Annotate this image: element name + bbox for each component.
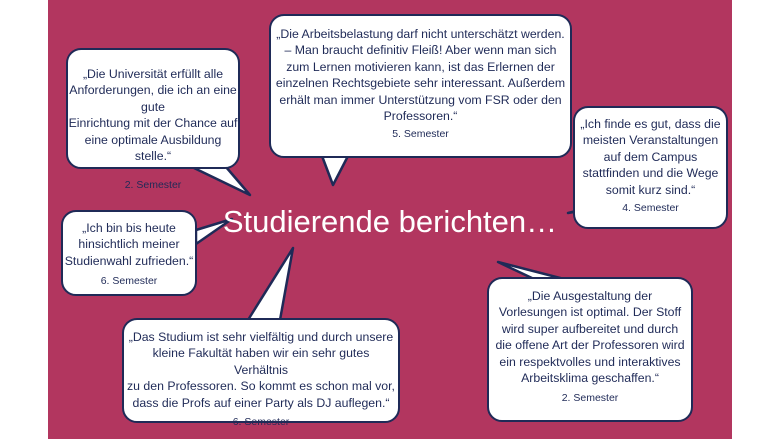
quote-text: „Die Universität erfüllt alle Anforderungen, die ich an eine gute Einrichtung mit der Chance auf eine optimale Ausbildung stelle.“: [68, 67, 238, 164]
quote-text: „Die Arbeitsbelastung darf nicht unterschätzt werden. – Man braucht definitiv Fleiß! Aber wenn man sich zum Lernen motivieren kann, ist das Erlernen der einzelnen Rechtsgebiete sehr interessant. Außerdem erhält man immer Unterstützung vom FSR oder den Professoren.“: [275, 27, 566, 124]
quote-text: „Ich bin bis heute hinsichtlich meiner Studienwahl zufrieden.“: [64, 221, 194, 268]
semester-label: 6. Semester: [232, 416, 290, 429]
slide-title: Studierende berichten…: [222, 204, 558, 239]
semester-label: 6. Semester: [100, 275, 158, 288]
quote-text: „Das Studium ist sehr vielfältig und durch unsere kleine Fakultät haben wir ein sehr gutes Verhältnis zu den Professoren. So kommt es schon mal vor, dass die Profs auf einer Party als DJ auflegen.“: [127, 330, 395, 410]
quote-bubble-2: [269, 14, 572, 158]
quote-bubble-6: [122, 318, 400, 429]
semester-label: 2. Semester: [124, 179, 182, 192]
quote-bubble-1: [66, 48, 240, 192]
bubble-tail-2: [322, 156, 348, 185]
quote-text: „Ich finde es gut, dass die meisten Veranstaltungen auf dem Campus stattfinden und die Wege somit kurz sind.“: [580, 117, 721, 197]
semester-label: 5. Semester: [392, 128, 449, 141]
semester-label: 2. Semester: [561, 392, 619, 405]
quote-bubble-5: [487, 277, 693, 422]
quote-text: „Die Ausgestaltung der Vorlesungen ist optimal. Der Stoff wird super aufbereitet und durch die offene Art der Professoren wird ein respektvolles und interaktives Arbeitsklima geschaffen.“: [495, 289, 685, 386]
bubble-tail-6: [248, 248, 293, 320]
semester-label: 4. Semester: [622, 202, 679, 215]
